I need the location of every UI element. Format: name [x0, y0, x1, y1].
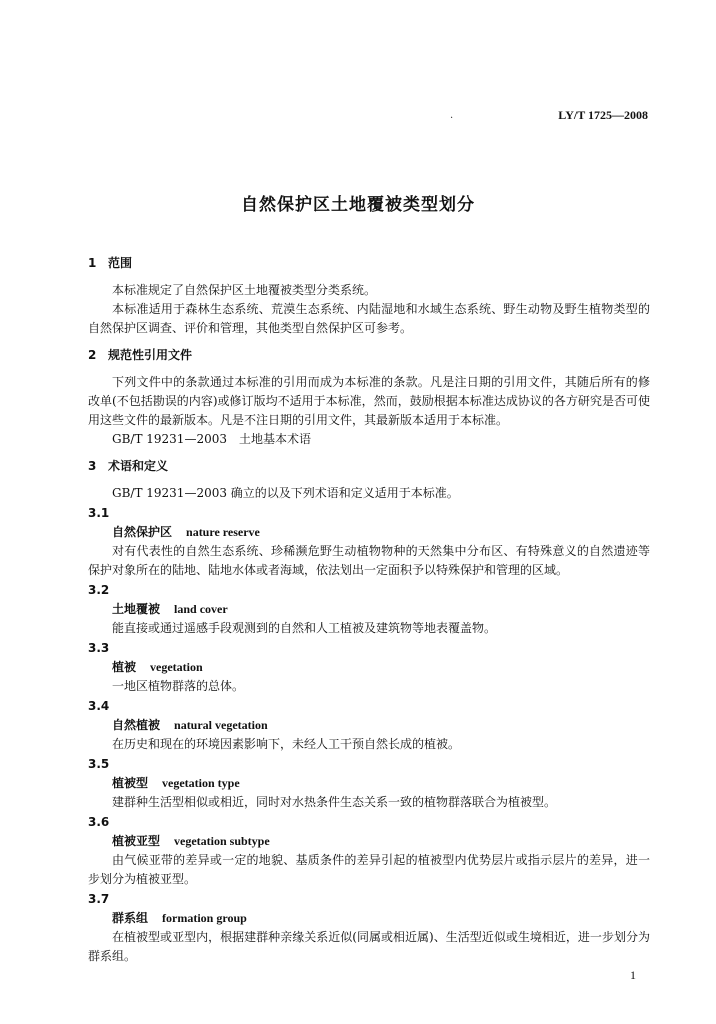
term-zh: 植被型 — [112, 776, 149, 790]
section-number: 2 — [88, 348, 97, 362]
term-title — [88, 832, 650, 851]
paragraph: 本标准规定了自然保护区土地覆被类型分类系统。 — [112, 283, 377, 297]
term-zh: 植被 — [112, 660, 137, 674]
term-title — [88, 774, 650, 793]
term-en: vegetation — [150, 660, 203, 674]
term-definition: 能直接或通过遥感手段观测到的自然和人工植被及建筑物等地表覆盖物。 — [112, 621, 497, 635]
term-number: 3.1 — [88, 506, 110, 520]
term-number: 3.2 — [88, 583, 110, 597]
term-definition: 由气候亚带的差异或一定的地貌、基质条件的差异引起的植被型内优势层片或指示层片的差异，进一步划分为植被亚型。 — [88, 853, 650, 886]
term-number: 3.4 — [88, 699, 110, 713]
document-title: 自然保护区土地覆被类型划分 — [241, 195, 475, 215]
term-definition: 在历史和现在的环境因素影响下，未经人工干预自然长成的植被。 — [112, 737, 461, 751]
page-number: 1 — [630, 968, 636, 982]
term-number: 3.3 — [88, 641, 110, 655]
paragraph: GB/T 19231—2003 确立的以及下列术语和定义适用于本标准。 — [112, 486, 459, 500]
term-en: land cover — [174, 602, 228, 616]
term-definition: 在植被型或亚型内，根据建群种亲缘关系近似(同属或相近属)、生活型近似或生境相近，进一步划分为群系组。 — [88, 930, 650, 963]
document-body — [88, 246, 650, 966]
term-definition: 对有代表性的自然生态系统、珍稀濒危野生动植物物种的天然集中分布区、有特殊意义的自然遗迹等保护对象所在的陆地、陆地水体或者海域，依法划出一定面积予以特殊保护和管理的区域。 — [88, 544, 650, 577]
term-number: 3.7 — [88, 892, 110, 906]
section-title: 术语和定义 — [108, 459, 169, 473]
term-entry — [88, 504, 650, 580]
header-dot: . — [450, 110, 454, 121]
section-1-heading — [88, 254, 650, 273]
section-number: 1 — [88, 256, 97, 270]
section-title: 范围 — [108, 256, 133, 270]
term-en: formation group — [162, 911, 247, 925]
term-title — [88, 600, 650, 619]
term-entry — [88, 890, 650, 966]
term-en: vegetation subtype — [174, 834, 270, 848]
section-title: 规范性引用文件 — [108, 348, 193, 362]
paragraph: 下列文件中的条款通过本标准的引用而成为本标准的条款。凡是注日期的引用文件，其随后所有的修改单(不包括勘误的内容)或修订版均不适用于本标准，然而，鼓励根据本标准达成协议的各方研究是否可使用这些文件的最新版本。凡是不注日期的引用文件，其最新版本适用于本标准。 — [88, 375, 650, 427]
term-zh: 自然保护区 — [112, 525, 173, 539]
term-zh: 群系组 — [112, 911, 149, 925]
term-en: vegetation type — [162, 776, 240, 790]
term-zh: 土地覆被 — [112, 602, 161, 616]
term-title — [88, 658, 650, 677]
term-zh: 自然植被 — [112, 718, 161, 732]
term-entry — [88, 697, 650, 754]
normative-reference: GB/T 19231—2003 土地基本术语 — [112, 432, 311, 446]
term-definition: 建群种生活型相似或相近，同时对水热条件生态关系一致的植物群落联合为植被型。 — [112, 795, 557, 809]
term-en: nature reserve — [186, 525, 260, 539]
term-title — [88, 523, 650, 542]
term-number: 3.6 — [88, 815, 110, 829]
section-number: 3 — [88, 459, 97, 473]
term-title — [88, 716, 650, 735]
paragraph: 本标准适用于森林生态系统、荒漠生态系统、内陆湿地和水域生态系统、野生动物及野生植物类型的自然保护区调查、评价和管理，其他类型自然保护区可参考。 — [88, 302, 650, 335]
term-en: natural vegetation — [174, 718, 268, 732]
term-zh: 植被亚型 — [112, 834, 161, 848]
term-entry — [88, 581, 650, 638]
term-title — [88, 909, 650, 928]
standard-code: LY/T 1725—2008 — [558, 108, 648, 122]
section-2-heading — [88, 346, 650, 365]
term-entry — [88, 813, 650, 889]
section-3-heading — [88, 457, 650, 476]
term-entry — [88, 755, 650, 812]
term-entry — [88, 639, 650, 696]
term-definition: 一地区植物群落的总体。 — [112, 679, 245, 693]
term-number: 3.5 — [88, 757, 110, 771]
